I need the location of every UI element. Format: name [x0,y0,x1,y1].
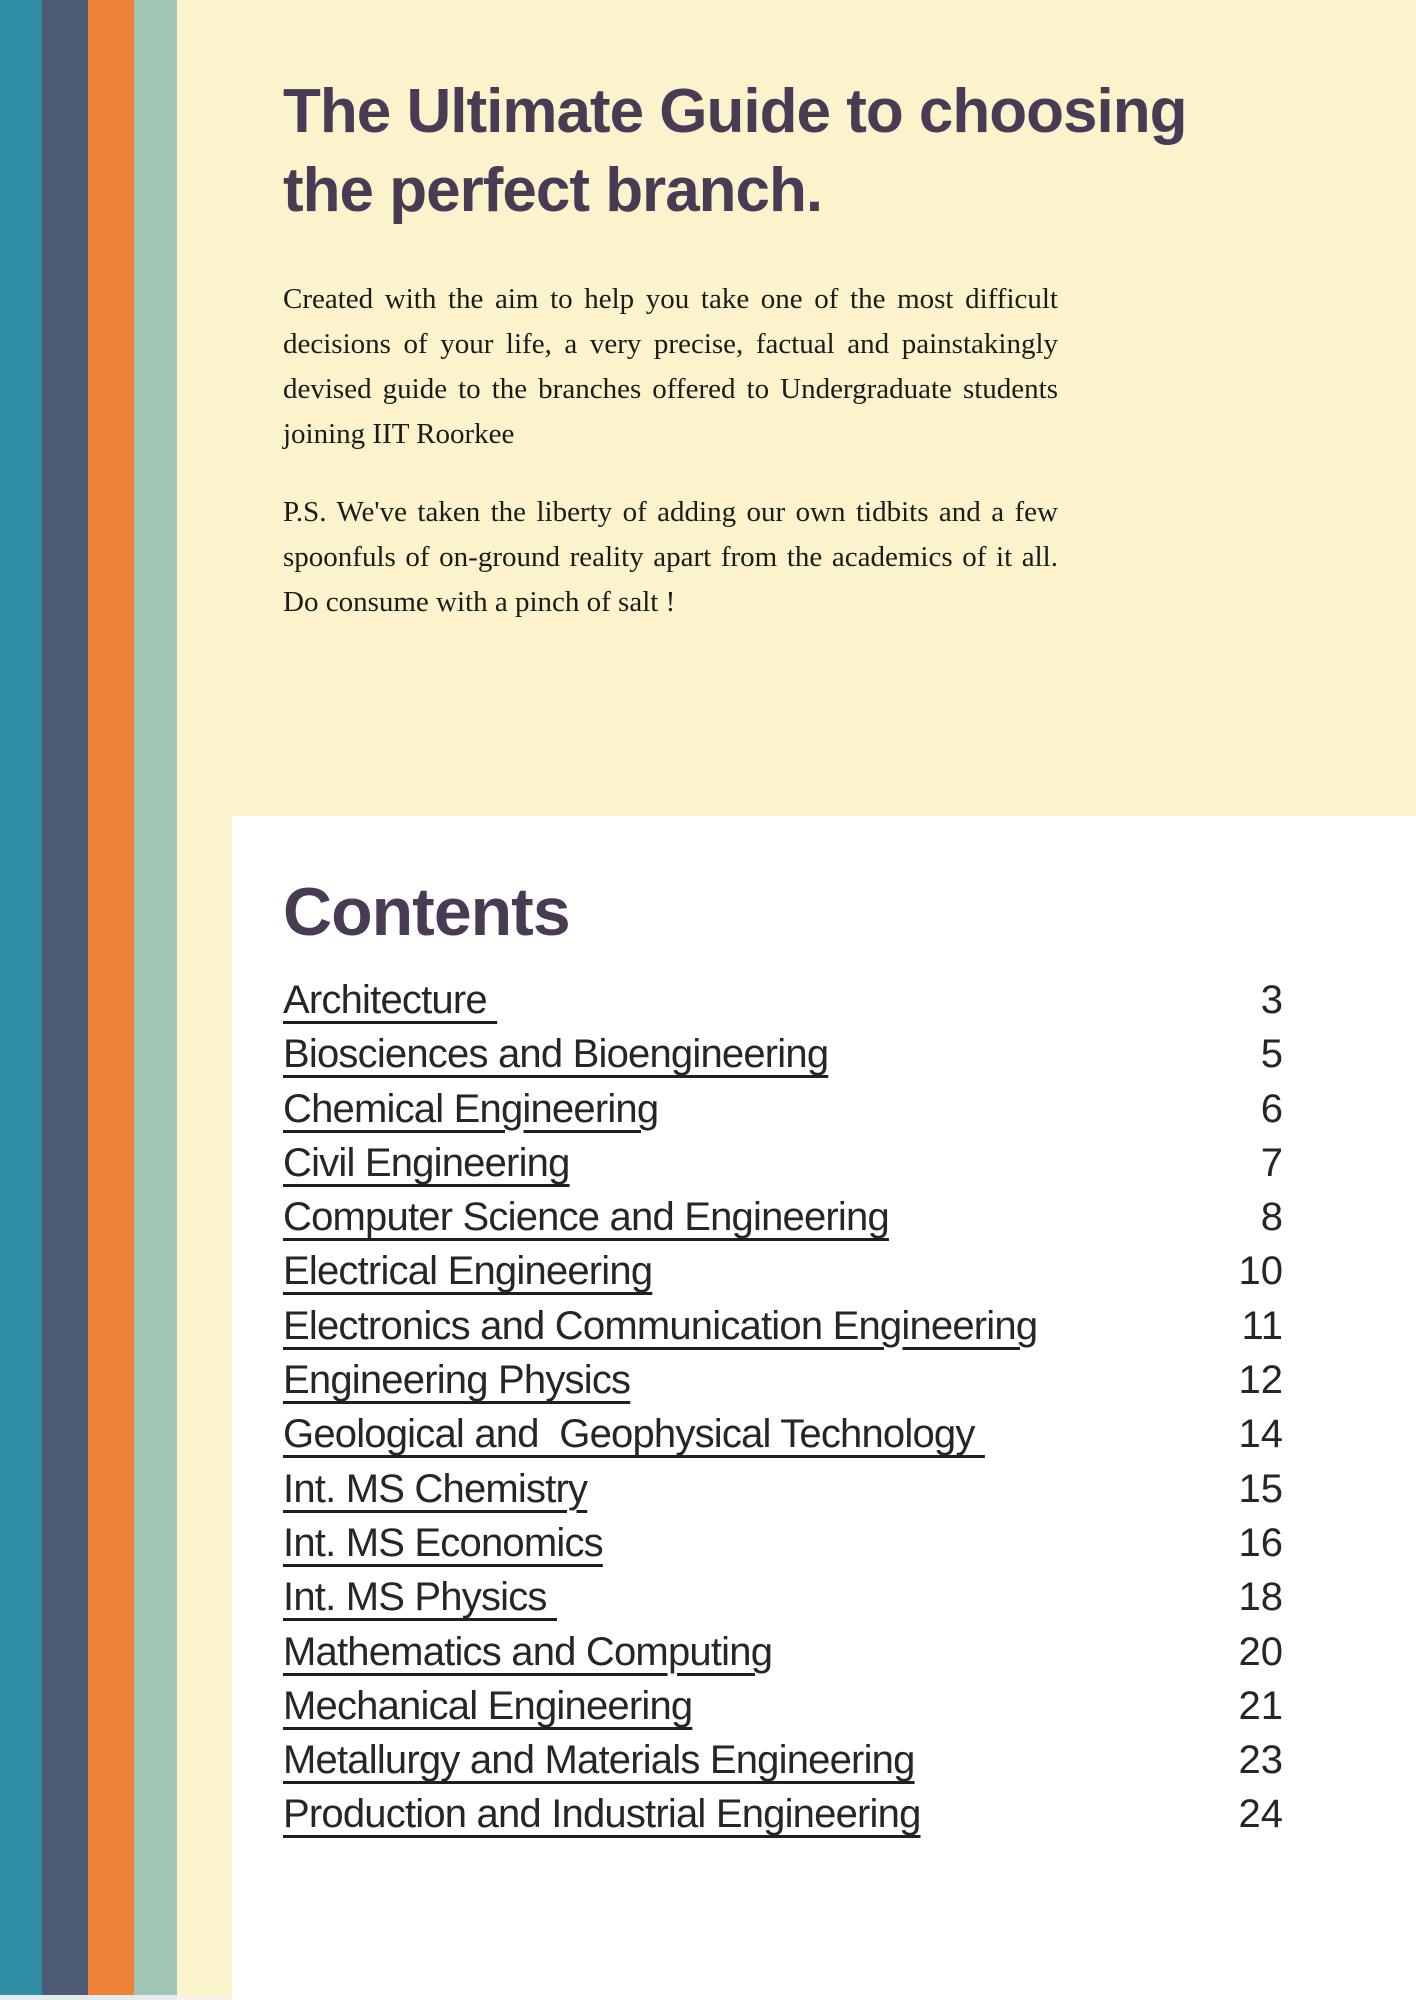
toc-page-number: 3 [1260,978,1283,1022]
toc-page-number: 6 [1260,1086,1283,1131]
toc-link[interactable]: Chemical Engineering [283,1086,659,1131]
contents-card [232,816,1416,1995]
toc-page-number: 15 [1238,1466,1283,1511]
toc-link[interactable]: Metallurgy and Materials Engineering [283,1738,915,1783]
accent-stripe-slate [42,0,88,1995]
toc-page-number: 10 [1238,1249,1283,1294]
toc-link[interactable]: Int. MS Economics [283,1520,603,1565]
accent-stripe-orange [88,0,134,1995]
toc-row [283,1738,1283,1792]
toc-row [283,1684,1283,1738]
toc-page-number: 7 [1260,1140,1283,1185]
ps-paragraph: P.S. We've taken the liberty of adding our own tidbits and a few spoonfuls of on-ground reality apart from the academics of it all. Do consume with a pinch of salt ! [283,496,1058,619]
toc-row [283,1467,1283,1521]
toc-link[interactable]: Int. MS Physics [283,1575,557,1620]
toc-link[interactable]: Engineering Physics [283,1358,631,1403]
toc-page-number: 23 [1238,1738,1283,1783]
toc-link[interactable]: Computer Science and Engineering [283,1195,889,1240]
toc-row [283,1032,1283,1086]
toc-link[interactable]: Int. MS Chemistry [283,1466,588,1511]
toc-page-number: 14 [1238,1412,1283,1457]
page-gap-mid [177,1995,232,2000]
toc-row [283,1412,1283,1466]
toc-page-number: 24 [1238,1792,1283,1837]
accent-stripe-sage [134,0,177,1995]
toc-row [283,1358,1283,1412]
toc-link[interactable]: Electrical Engineering [283,1249,653,1294]
toc-link[interactable]: Biosciences and Bioengineering [283,1032,829,1077]
page-gap [0,1995,1416,2000]
toc-row [283,1792,1283,1846]
toc-page-number: 11 [1241,1303,1283,1348]
toc-link[interactable]: Mathematics and Computing [283,1629,773,1674]
toc-page-number: 5 [1260,1032,1283,1077]
toc-row [283,1575,1283,1629]
toc-row [283,1087,1283,1141]
accent-stripe-teal [0,0,42,1995]
page-gap-left [0,1995,177,2000]
toc-row [283,1195,1283,1249]
toc-page-number: 16 [1238,1520,1283,1565]
toc-row [283,1521,1283,1575]
toc-page-number: 18 [1238,1575,1283,1620]
toc-row [283,1249,1283,1303]
toc-page-number: 8 [1260,1195,1283,1240]
toc-row [283,1141,1283,1195]
toc-row [283,978,1283,1032]
toc-row [283,1630,1283,1684]
table-of-contents [283,978,1283,1847]
toc-link[interactable]: Mechanical Engineering [283,1683,693,1728]
toc-link[interactable]: Architecture [283,978,498,1022]
page-title: The Ultimate Guide to choosing the perfect branch. [283,77,1187,226]
toc-link[interactable]: Electronics and Communication Engineering [283,1303,1038,1348]
header-block [283,72,1343,659]
toc-row [283,1304,1283,1358]
toc-link[interactable]: Geological and Geophysical Technology [283,1412,985,1457]
contents-heading: Contents [283,874,570,950]
toc-page-number: 12 [1238,1358,1283,1403]
toc-link[interactable]: Production and Industrial Engineering [283,1792,921,1837]
toc-link[interactable]: Civil Engineering [283,1140,570,1185]
toc-page-number: 21 [1238,1683,1283,1728]
toc-page-number: 20 [1238,1629,1283,1674]
intro-paragraph: Created with the aim to help you take one of the most difficult decisions of your life, a very precise, factual and painstakingly devised guide to the branches offered to Undergraduate students joining IIT Roorkee [283,282,1058,450]
